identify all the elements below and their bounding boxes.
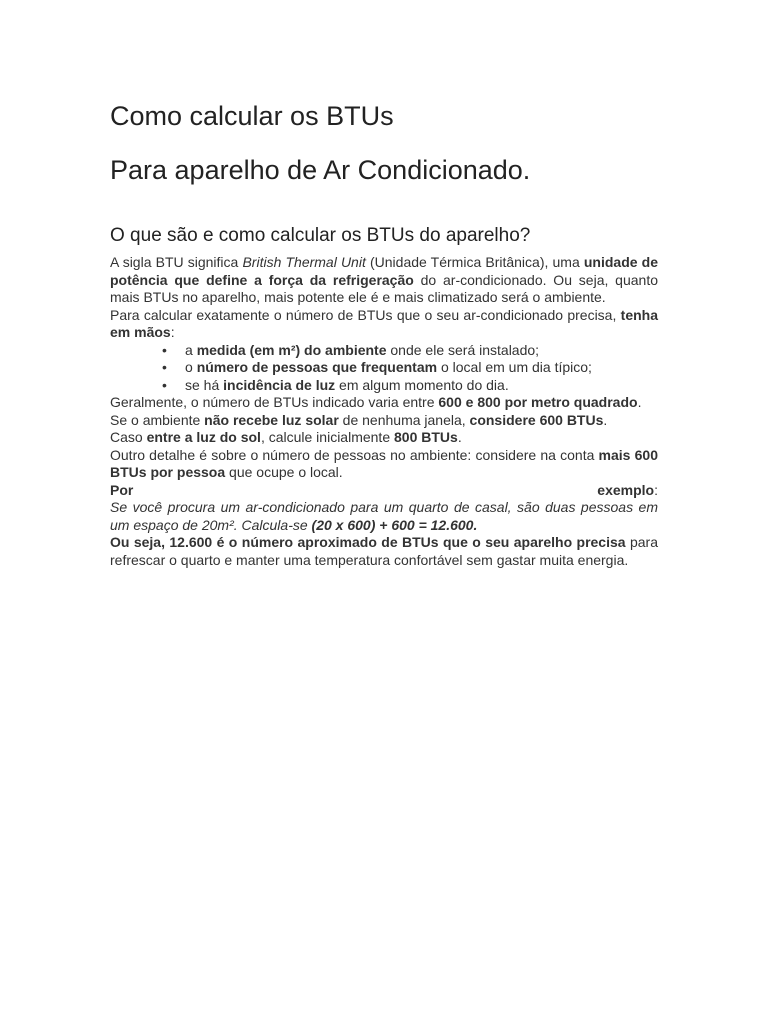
list-item: • se há incidência de luz em algum momento do dia. — [185, 377, 658, 395]
list-item: • a medida (em m²) do ambiente onde ele será instalado; — [185, 342, 658, 360]
requirements-list — [110, 342, 658, 395]
paragraph-btu-range: Geralmente, o número de BTUs indicado varia entre 600 e 800 por metro quadrado. — [110, 394, 642, 410]
paragraph-people: Outro detalhe é sobre o número de pessoas no ambiente: considere na conta mais 600 BTUs por pessoa que ocupe o local. — [110, 446, 658, 480]
page-title: Como calcular os BTUs — [110, 101, 394, 131]
paragraph-example: Se você procura um ar-condicionado para um quarto de casal, são duas pessoas em um espaço de 20m². Calcula-se (20 x 600) + 600 = 12.600. — [110, 499, 658, 533]
paragraph-btu-definition: A sigla BTU significa British Thermal Unit (Unidade Térmica Britânica), uma unidade de potência que define a força da refrigeração do ar-condicionado. Ou seja, quanto mais BTUs no aparelho, mais potente ele é e mais climatizado será o ambiente. — [110, 254, 659, 305]
list-item: • o número de pessoas que frequentam o local em um dia típico; — [185, 359, 658, 377]
paragraph-sunlight: Caso entre a luz do sol, calcule inicialmente 800 BTUs. — [110, 429, 462, 445]
section-heading: O que são e como calcular os BTUs do aparelho? — [110, 225, 531, 246]
page-subtitle: Para aparelho de Ar Condicionado. — [110, 155, 531, 185]
paragraph-no-sunlight: Se o ambiente não recebe luz solar de nenhuma janela, considere 600 BTUs. — [110, 411, 608, 428]
paragraph-requirements: Para calcular exatamente o número de BTUs que o seu ar-condicionado precisa, tenha em mãos: — [110, 306, 658, 340]
article-body — [110, 254, 658, 569]
paragraph-example-label: Por exemplo: — [110, 481, 658, 498]
document-content — [110, 96, 658, 569]
paragraph-conclusion: Ou seja, 12.600 é o número aproximado de BTUs que o seu aparelho precisa para refrescar o quarto e manter uma temperatura confortável sem gastar muita energia. — [110, 534, 658, 568]
